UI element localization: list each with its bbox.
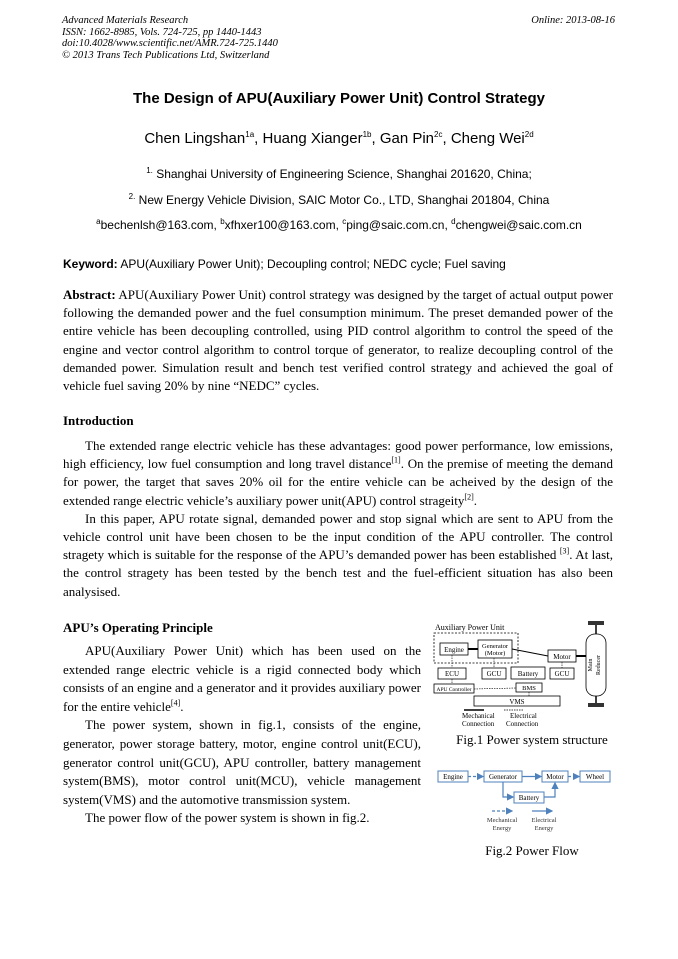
copyright: © 2013 Trans Tech Publications Ltd, Switzerland xyxy=(62,49,270,61)
email-list: $^a$bechenlsh@163.com, $^b$xfhxer100@163.com, $^c$ping@saic.com.cn, $^d$chengwei@saic.com.cn xyxy=(96,217,582,232)
keywords-label: Keyword: xyxy=(63,257,118,271)
section-heading-apu: APU’s Operating Principle xyxy=(63,620,213,635)
author-sup: 2c xyxy=(434,130,443,139)
figure-2-caption: Fig.2 Power Flow xyxy=(485,843,579,858)
fig2-battery-motor-arrow xyxy=(544,783,555,797)
fig2-legend-elec-sublabel: Energy xyxy=(534,825,554,832)
figure-1-power-system xyxy=(432,620,616,730)
author-name: Chen Lingshan xyxy=(144,130,246,147)
fig1-gcu-label: GCU xyxy=(486,670,502,678)
fig1-ctrl-bms-link xyxy=(474,688,516,689)
author-name: Gan Pin xyxy=(379,130,435,147)
section-heading-introduction: Introduction xyxy=(63,413,134,428)
fig1-bms-label: BMS xyxy=(522,685,536,692)
fig2-wheel-label: Wheel xyxy=(585,773,605,781)
paper-title: The Design of APU(Auxiliary Power Unit) Control Strategy xyxy=(133,90,545,107)
abstract xyxy=(63,286,613,395)
fig1-battery-label: Battery xyxy=(517,670,539,678)
fig2-motor-label: Motor xyxy=(546,773,564,781)
fig1-legend-mech-sublabel: Connection xyxy=(462,720,495,728)
fig1-legend-mech-label: Mechanical xyxy=(462,712,495,720)
journal-meta xyxy=(62,15,278,61)
apu-paragraph-1: APU(Auxiliary Power Unit) which has been used on the extended range electric vehicle is a rigid connected body which consists of an engine and a generator and it provides auxiliary power for the entire vehicle[4]. xyxy=(63,643,421,714)
apu-paragraph-2: The power system, shown in fig.1, consists of the engine, generator, power storage battery, motor, engine control unit(ECU), generator control unit(GCU), APU controller, battery management system(BMS), motor control unit(MCU), vehicle management system(VMS) and the automotive transmission system. xyxy=(63,717,421,807)
fig1-apu-controller-label: APU Controller xyxy=(436,687,472,693)
apu-body xyxy=(63,642,421,828)
fig1-legend-elec-sublabel: Connection xyxy=(506,720,539,728)
fig1-gcu2-label: GCU xyxy=(554,670,570,678)
fig1-generator-label: Generator xyxy=(482,643,508,650)
abstract-label: Abstract: xyxy=(63,287,116,302)
fig2-battery-label: Battery xyxy=(518,794,540,802)
fig2-legend-mech-sublabel: Energy xyxy=(492,825,512,832)
email: chengwei@saic.com.cn xyxy=(455,218,582,232)
fig1-box-label: Auxiliary Power Unit xyxy=(435,623,505,632)
fig1-wheel-bottom xyxy=(588,703,604,707)
fig1-motor-label: Motor xyxy=(553,653,571,661)
fig2-generator-label: Generator xyxy=(489,773,517,781)
abstract-text: APU(Auxiliary Power Unit) control strategy was designed by the target of actual output power following the demanded power and the fuel consumption minimum. The preset demanded power of the entire vehicle has been decoupling controlled, using PID control algorithm to control the speed of the engine and vector control algorithm to control torque of generator, to realize decoupling control of the demanded power. Simulation result and bench test verified control strategy and achieved the goal of vehicle fuel saving 20% by nine “NEDC” cycles. xyxy=(63,287,613,394)
apu-paragraph-3: The power flow of the power system is shown in fig.2. xyxy=(85,810,370,826)
fig1-legend-elec-label: Electrical xyxy=(510,712,537,720)
email: ping@saic.com.cn xyxy=(346,218,445,232)
doi: doi:10.4028/www.scientific.net/AMR.724-725.1440 xyxy=(62,38,278,49)
fig2-engine-label: Engine xyxy=(443,773,463,781)
figure-2-power-flow xyxy=(436,766,612,836)
affiliation-1: $^{1.}$ Shanghai University of Engineering Science, Shanghai 201620, China; xyxy=(146,166,532,181)
figure-1-caption: Fig.1 Power system structure xyxy=(456,732,608,747)
journal-name: Advanced Materials Research xyxy=(62,15,189,26)
fig2-generator-battery-arrow xyxy=(503,782,513,797)
issn: ISSN: 1662-8985, Vols. 724-725, pp 1440-1443 xyxy=(62,26,262,38)
author-name: Huang Xianger xyxy=(262,130,363,147)
intro-paragraph-1: The extended range electric vehicle has these advantages: good power performance, low emissions, high efficiency, low fuel consumption and long travel distance[1]. On the premise of meeting the demand for power, the target that saves 20% oil for the entire vehicle can be acheived by the design of the extended range electric vehicle’s auxiliary power unit(APU) control strageity[2]. xyxy=(63,438,613,508)
fig1-gen-motor-link xyxy=(512,649,548,656)
fig1-ecu-label: ECU xyxy=(445,670,459,678)
fig1-reducer-sublabel: Reducer xyxy=(596,655,602,675)
author-name: Cheng Wei xyxy=(450,130,525,147)
keywords-text: APU(Auxiliary Power Unit); Decoupling control; NEDC cycle; Fuel saving xyxy=(120,257,506,271)
affiliation-2: $^{2.}$ New Energy Vehicle Division, SAIC Motor Co., LTD, Shanghai 201804, China xyxy=(128,192,550,207)
email: xfhxer100@163.com xyxy=(224,218,336,232)
fig1-reducer-label: Main xyxy=(588,658,594,672)
author-list: Chen Lingshan$^{1a}$, Huang Xianger$^{1b}$, Gan Pin$^{2c}$, Cheng Wei$^{2d}$ xyxy=(144,130,534,147)
online-date: Online: 2013-08-16 xyxy=(531,15,615,26)
email: bechenlsh@163.com xyxy=(100,218,214,232)
fig1-vms-label: VMS xyxy=(509,698,525,706)
author-sup: 2d xyxy=(524,130,534,139)
introduction-body xyxy=(63,437,613,601)
fig1-engine-label: Engine xyxy=(444,646,464,654)
fig1-generator-sublabel: (Motor) xyxy=(484,650,506,657)
fig2-legend-elec-label: Electrical xyxy=(531,817,557,824)
fig2-legend-mech-label: Mechanical xyxy=(486,817,518,824)
author-sup: 1b xyxy=(362,130,372,139)
author-sup: 1a xyxy=(245,130,255,139)
intro-paragraph-2: In this paper, APU rotate signal, demanded power and stop signal which are sent to APU from the vehicle control unit have been chosen to be the input condition of the APU controller. The control stragety which is suitable for the response of the APU’s demanded power has been established [3]. At last, the control stragety has been tested by the bench test and the fuel-efficient situation has also been analysised. xyxy=(63,510,613,599)
fig1-wheel-top xyxy=(588,621,604,625)
keywords xyxy=(63,257,506,271)
